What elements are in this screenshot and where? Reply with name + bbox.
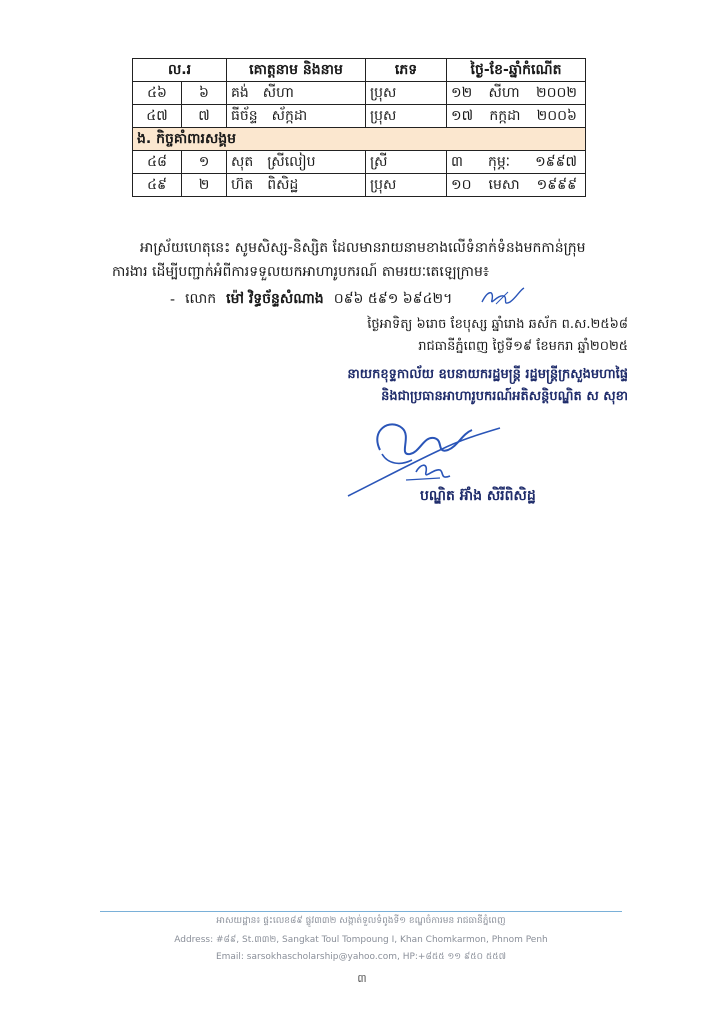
header-sex: ភេទ — [366, 59, 447, 82]
signatory-title-line-2: និងជាប្រធានអាហារូបករណ៍អតិសន្តិបណ្ឌិត ស សុខា — [381, 389, 628, 404]
table-row — [133, 105, 586, 128]
row-sub-number: ៧ — [182, 105, 227, 128]
row-surname: ហ៊ត — [231, 176, 254, 193]
row-surname: ធីច័ន្ទ — [231, 107, 258, 124]
row-dob — [447, 174, 586, 197]
row-name — [227, 174, 366, 197]
table-row — [133, 174, 586, 197]
row-dob-year: ១៩៩៧ — [535, 153, 577, 170]
initials-signature-icon — [478, 284, 526, 310]
table-row — [133, 82, 586, 105]
signatory-title — [347, 364, 628, 408]
date-block — [367, 314, 628, 358]
header-dob: ថ្ងៃ-ខែ-ឆ្នាំកំណើត — [447, 59, 586, 82]
row-sub-number: ២ — [182, 174, 227, 197]
row-dob-month: កក្កដា — [489, 107, 521, 124]
row-dob — [447, 82, 586, 105]
signatory-title-line-1: នាយកខុទ្ទកាល័យ ឧបនាយករដ្ឋមន្ត្រី រដ្ឋមន្ត្រីក្រសួងមហាផ្ទៃ — [347, 367, 628, 382]
row-name — [227, 82, 366, 105]
table-section-row — [133, 128, 586, 151]
footer-divider — [100, 911, 622, 912]
table-row — [133, 151, 586, 174]
student-table — [132, 58, 586, 197]
row-sex: ប្រុស — [366, 105, 447, 128]
row-name — [227, 105, 366, 128]
header-number: ល.រ — [133, 59, 227, 82]
row-surname: សុត — [231, 153, 254, 170]
row-number: ៤៩ — [133, 174, 182, 197]
row-dob-day: ៣ — [451, 153, 463, 170]
signatory-name: បណ្ឌិត អ៊ាំង សិរីពិសិដ្ឋ — [420, 488, 536, 504]
row-dob-year: ២០០៦ — [536, 107, 577, 124]
row-dob-month: កុម្ភៈ — [488, 153, 511, 170]
row-number: ៤៧ — [133, 105, 182, 128]
row-dob — [447, 105, 586, 128]
row-sex: ប្រុស — [366, 82, 447, 105]
row-sex: ប្រុស — [366, 174, 447, 197]
contact-phone: ០៩៦ ៥៩១ ៦៩៤២។ — [333, 291, 453, 307]
page-number: ៣ — [357, 972, 367, 985]
row-dob-day: ១២ — [451, 84, 473, 101]
table-header-row — [133, 59, 586, 82]
solar-date: រាជធានីភ្នំពេញ ថ្ងៃទី១៩ ខែមករា ឆ្នាំ២០២៥ — [418, 339, 628, 354]
row-dob-day: ១៧ — [451, 107, 474, 124]
lunar-date: ថ្ងៃអាទិត្យ ៦រោច ខែបុស្ស ឆ្នាំរោង ឆស័ក ព.ស.២៥៦៨ — [367, 317, 628, 332]
row-dob-month: មេសា — [488, 176, 520, 193]
row-sex: ស្រី — [366, 151, 447, 174]
contact-line — [170, 289, 452, 310]
contact-dash: - — [170, 291, 176, 308]
row-name — [227, 151, 366, 174]
row-given-name: ពិសិដ្ឋ — [267, 176, 299, 193]
contact-title: លោក — [185, 291, 217, 307]
notice-paragraph: អាស្រ័យហេតុនេះ សូមសិស្ស-និស្សិត ដែលមានរាយនាមខាងលើទំនាក់ទំនងមកកាន់ក្រុមការងារ ដើម្បីបញ្ជាក់អំពីការទទួលយកអាហារូបករណ៍ តាមរយៈតេឡេក្រាម៖ — [112, 240, 586, 280]
row-number: ៤៦ — [133, 82, 182, 105]
row-given-name: ស្រីលៀប — [267, 153, 316, 170]
footer-address: Address: #៨៩, St.៣៣២, Sangkat Toul Tompoung I, Khan Chomkarmon, Phnom Penh — [174, 935, 548, 945]
row-dob — [447, 151, 586, 174]
footer-email: Email: sarsokhascholarship@yahoo.com, HP:+៨៥៥ ១១ ៩៥០ ៥៥៧ — [215, 952, 507, 962]
row-given-name: សីហា — [262, 84, 294, 101]
row-sub-number: ៦ — [182, 82, 227, 105]
header-name: គោត្តនាម និងនាម — [227, 59, 366, 82]
row-number: ៤៨ — [133, 151, 182, 174]
row-dob-day: ១០ — [451, 176, 472, 193]
row-given-name: ស័ក្កដា — [271, 107, 308, 124]
section-label: ង. កិច្ចគាំពារសង្គម — [133, 128, 586, 151]
row-dob-month: សីហា — [488, 84, 520, 101]
row-dob-year: ១៩៩៩ — [536, 176, 577, 193]
contact-name: ម៉ៅ វិទ្ធច័ន្ទសំណាង — [226, 291, 324, 307]
row-sub-number: ១ — [182, 151, 227, 174]
footer-khmer-address: អាសយដ្ឋាន៖ ផ្ទះលេខ៨៩ ផ្លូវ៣៣២ សង្កាត់ទួលទំពូងទី១ ខណ្ឌចំការមន រាជធានីភ្នំពេញ — [216, 916, 506, 926]
row-surname: គង់ — [231, 84, 249, 101]
row-dob-year: ២០០២ — [535, 84, 577, 101]
